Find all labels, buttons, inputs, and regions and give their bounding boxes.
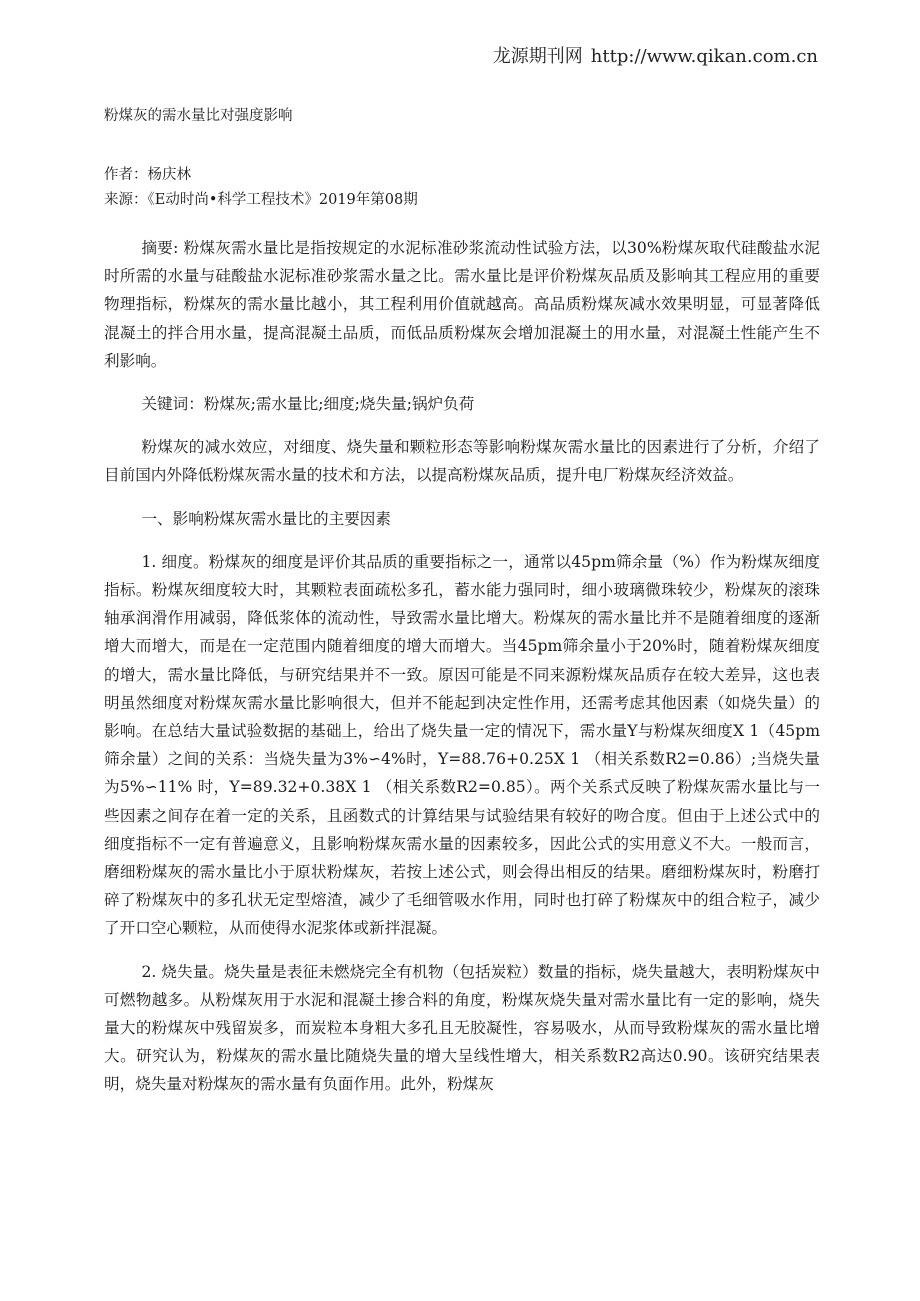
site-name: 龙源期刊网 <box>492 46 583 67</box>
intro-paragraph: 粉煤灰的减水效应，对细度、烧失量和颗粒形态等影响粉煤灰需水量比的因素进行了分析，介绍了目前国内外降低粉煤灰需水量的技术和方法，以提高粉煤灰品质，提升电厂粉煤灰经济效益。 <box>104 438 820 485</box>
article-source: 来源：《E动时尚•科学工程技术》2019年第08期 <box>104 192 418 208</box>
loss-on-ignition-paragraph: 2. 烧失量。烧失量是表征未燃烧完全有机物（包括炭粒）数量的指标，烧失量越大，表明粉煤灰中可燃物越多。从粉煤灰用于水泥和混凝土掺合料的角度，粉煤灰烧失量对需水量比有一定的影响，烧失量大的粉煤灰中残留炭多，而炭粒本身粗大多孔且无胶凝性，容易吸水，从而导致粉煤灰的需水量比增大。研究认为，粉煤灰的需水量比随烧失量的增大呈线性增大，相关系数R2高达0.90。该研究结果表明，烧失量对粉煤灰的需水量有负面作用。此外，粉煤灰 <box>104 962 820 1094</box>
article-author: 作者：杨庆林 <box>104 167 191 183</box>
article-title: 粉煤灰的需水量比对强度影响 <box>104 108 293 124</box>
article-body <box>104 207 820 1099</box>
site-url-link[interactable]: http://www.qikan.com.cn <box>590 46 818 67</box>
section-heading: 一、影响粉煤灰需水量比的主要因素 <box>141 509 391 528</box>
page-header <box>493 42 818 68</box>
abstract-paragraph: 摘要: 粉煤灰需水量比是指按规定的水泥标准砂浆流动性试验方法，以30%粉煤灰取代硅酸盐水泥时所需的水量与硅酸盐水泥标准砂浆需水量之比。需水量比是评价粉煤灰品质及影响其工程应用的重要物理指标，粉煤灰的需水量比越小，其工程利用价值就越高。高品质粉煤灰减水效果明显，可显著降低混凝土的拌合用水量，提高混凝土品质，而低品质粉煤灰会增加混凝土的用水量，对混凝土性能产生不利影响。 <box>104 239 820 370</box>
fineness-paragraph: 1. 细度。粉煤灰的细度是评价其品质的重要指标之一，通常以45pm筛余量（%）作为粉煤灰细度指标。粉煤灰细度较大时，其颗粒表面疏松多孔，蓄水能力强同时，细小玻璃微珠较少，粉煤灰的滚珠轴承润滑作用减弱，降低浆体的流动性，导致需水量比增大。粉煤灰的需水量比并不是随着细度的逐渐增大而增大，而是在一定范围内随着细度的增大而增大。当45pm筛余量小于20%时，随着粉煤灰细度的增大，需水量比降低，与研究结果并不一致。原因可能是不同来源粉煤灰品质存在较大差异，这也表明虽然细度对粉煤灰需水量比影响很大，但并不能起到决定性作用，还需考虑其他因素（如烧失量）的影响。在总结大量试验数据的基础上，给出了烧失量一定的情况下，需水量Y与粉煤灰细度X 1（45pm筛余量）之间的关系：当烧失量为3%∽4%时，Y=88.76+0.25X 1 （相关系数R2=0.86）;当烧失量为5%∽11% 时，Y=89.32+0.38X 1 （相关系数R2=0.85）。两个关系式反映了粉煤灰需水量比与一些因素之间存在着一定的关系，且函数式的计算结果与试验结果有较好的吻合度。但由于上述公式中的细度指标不一定有普遍意义，且影响粉煤灰需水量的因素较多，因此公式的实用意义不大。一般而言，磨细粉煤灰的需水量比小于原状粉煤灰，若按上述公式，则会得出相反的结果。磨细粉煤灰时，粉磨打碎了粉煤灰中的多孔状无定型熔渣，减少了毛细管吸水作用，同时也打碎了粉煤灰中的组合粒子，减少了开口空心颗粒，从而使得水泥浆体或新拌混凝。 <box>104 552 820 938</box>
keywords-paragraph: 关键词：粉煤灰;需水量比;细度;烧失量;锅炉负荷 <box>141 395 475 414</box>
